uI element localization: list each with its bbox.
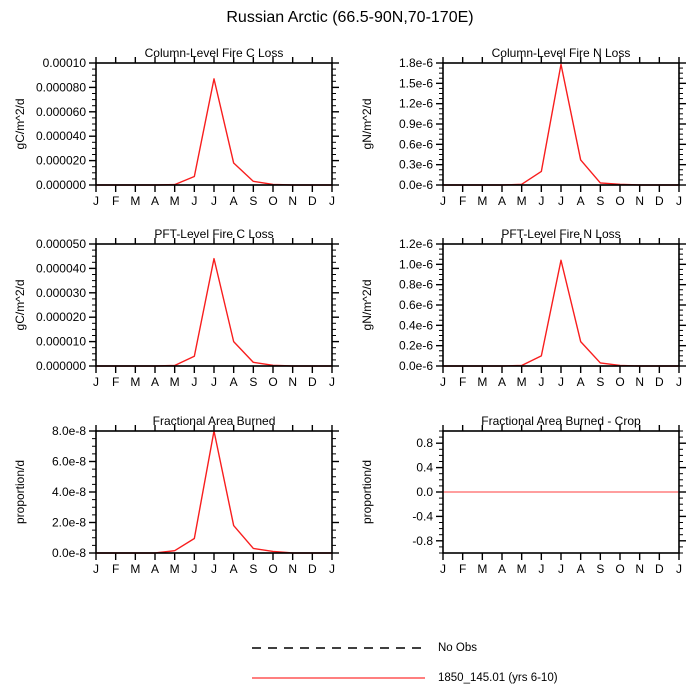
svg-text:Fractional Area Burned - Crop: Fractional Area Burned - Crop bbox=[481, 414, 641, 428]
svg-text:M: M bbox=[130, 194, 141, 208]
svg-text:J: J bbox=[191, 562, 198, 576]
svg-text:gC/m^2/d: gC/m^2/d bbox=[13, 279, 27, 331]
svg-text:4.0e-8: 4.0e-8 bbox=[51, 485, 86, 499]
svg-text:N: N bbox=[288, 194, 298, 208]
svg-text:J: J bbox=[440, 375, 446, 389]
svg-text:-0.8: -0.8 bbox=[412, 533, 433, 548]
svg-text:J: J bbox=[329, 375, 335, 389]
svg-text:J: J bbox=[329, 562, 335, 576]
svg-text:M: M bbox=[130, 562, 141, 576]
svg-text:A: A bbox=[497, 562, 507, 576]
svg-text:S: S bbox=[249, 194, 258, 208]
svg-text:D: D bbox=[654, 375, 664, 389]
svg-text:J: J bbox=[676, 375, 682, 389]
svg-text:0.000060: 0.000060 bbox=[35, 104, 86, 119]
svg-text:1.2e-6: 1.2e-6 bbox=[398, 237, 433, 251]
svg-text:M: M bbox=[477, 562, 488, 576]
svg-text:J: J bbox=[329, 194, 335, 208]
svg-text:PFT-Level Fire C Loss: PFT-Level Fire C Loss bbox=[154, 227, 274, 241]
svg-text:gN/m^2/d: gN/m^2/d bbox=[360, 279, 374, 331]
svg-text:S: S bbox=[249, 375, 258, 389]
svg-text:J: J bbox=[93, 375, 99, 389]
chart-fractional-area-burned bbox=[10, 401, 352, 577]
svg-text:PFT-Level Fire N Loss: PFT-Level Fire N Loss bbox=[501, 227, 621, 241]
svg-text:S: S bbox=[596, 375, 605, 389]
svg-text:0.3e-6: 0.3e-6 bbox=[398, 157, 433, 172]
svg-text:0.000040: 0.000040 bbox=[35, 129, 86, 144]
svg-text:D: D bbox=[654, 562, 664, 576]
svg-text:D: D bbox=[307, 562, 317, 576]
legend-item-series bbox=[252, 671, 558, 685]
chart-column-level-fire-c-loss bbox=[10, 33, 352, 209]
svg-text:A: A bbox=[576, 562, 585, 576]
svg-text:O: O bbox=[268, 194, 278, 208]
svg-text:0.000020: 0.000020 bbox=[35, 310, 86, 325]
svg-text:Fractional Area Burned: Fractional Area Burned bbox=[152, 414, 276, 428]
svg-text:1.0e-6: 1.0e-6 bbox=[398, 257, 433, 272]
svg-text:J: J bbox=[211, 375, 217, 389]
svg-text:0.6e-6: 0.6e-6 bbox=[398, 137, 433, 152]
svg-text:O: O bbox=[615, 194, 625, 208]
svg-text:N: N bbox=[288, 375, 298, 389]
svg-text:gN/m^2/d: gN/m^2/d bbox=[360, 98, 374, 150]
svg-text:0.000020: 0.000020 bbox=[35, 153, 86, 168]
svg-text:M: M bbox=[477, 194, 488, 208]
svg-text:N: N bbox=[288, 562, 298, 576]
svg-text:J: J bbox=[191, 194, 198, 208]
svg-text:M: M bbox=[477, 375, 488, 389]
svg-text:A: A bbox=[150, 194, 160, 208]
svg-text:A: A bbox=[229, 375, 238, 389]
svg-text:O: O bbox=[268, 562, 278, 576]
svg-text:M: M bbox=[516, 562, 527, 576]
svg-text:A: A bbox=[229, 194, 238, 208]
svg-text:0.000010: 0.000010 bbox=[35, 334, 86, 349]
svg-text:O: O bbox=[268, 375, 278, 389]
svg-text:0.0e-8: 0.0e-8 bbox=[51, 546, 86, 560]
svg-text:J: J bbox=[558, 194, 564, 208]
svg-text:0.9e-6: 0.9e-6 bbox=[398, 117, 433, 131]
svg-text:N: N bbox=[635, 562, 645, 576]
svg-text:J: J bbox=[93, 194, 99, 208]
svg-text:0.0e-6: 0.0e-6 bbox=[398, 359, 433, 373]
svg-text:proportion/d: proportion/d bbox=[360, 459, 374, 525]
svg-text:0.0e-6: 0.0e-6 bbox=[398, 178, 433, 192]
svg-text:proportion/d: proportion/d bbox=[13, 459, 27, 525]
svg-text:1.8e-6: 1.8e-6 bbox=[398, 56, 433, 70]
svg-text:N: N bbox=[635, 194, 645, 208]
svg-text:0.000000: 0.000000 bbox=[35, 359, 86, 373]
svg-text:A: A bbox=[150, 562, 160, 576]
svg-text:F: F bbox=[111, 194, 120, 208]
svg-text:0.000000: 0.000000 bbox=[35, 178, 86, 192]
chart-pft-level-fire-c-loss bbox=[10, 214, 352, 390]
svg-text:J: J bbox=[676, 562, 682, 576]
svg-text:0.0: 0.0 bbox=[416, 485, 433, 499]
svg-text:J: J bbox=[440, 194, 446, 208]
svg-text:J: J bbox=[538, 194, 545, 208]
svg-text:Column-Level Fire N Loss: Column-Level Fire N Loss bbox=[491, 46, 631, 60]
legend-label-no-obs: No Obs bbox=[438, 642, 477, 654]
chart-fractional-area-burned-crop bbox=[357, 401, 699, 577]
svg-text:F: F bbox=[458, 375, 467, 389]
svg-text:M: M bbox=[169, 194, 180, 208]
svg-text:0.00010: 0.00010 bbox=[42, 56, 86, 70]
svg-text:F: F bbox=[458, 562, 467, 576]
svg-text:F: F bbox=[111, 375, 120, 389]
svg-text:J: J bbox=[538, 375, 545, 389]
solid-line-sample bbox=[252, 677, 425, 679]
svg-text:0.2e-6: 0.2e-6 bbox=[398, 338, 433, 353]
svg-text:J: J bbox=[211, 194, 217, 208]
svg-text:A: A bbox=[497, 375, 507, 389]
svg-text:1.2e-6: 1.2e-6 bbox=[398, 96, 433, 111]
svg-text:M: M bbox=[516, 194, 527, 208]
svg-text:D: D bbox=[307, 375, 317, 389]
dashed-line-sample bbox=[252, 647, 425, 649]
page-title: Russian Arctic (66.5-90N,70-170E) bbox=[226, 9, 474, 26]
svg-text:M: M bbox=[130, 375, 141, 389]
svg-text:M: M bbox=[169, 562, 180, 576]
svg-text:F: F bbox=[111, 562, 120, 576]
svg-text:N: N bbox=[635, 375, 645, 389]
legend-item-no-obs bbox=[252, 641, 477, 655]
svg-text:O: O bbox=[615, 562, 625, 576]
svg-text:M: M bbox=[516, 375, 527, 389]
chart-column-level-fire-n-loss bbox=[357, 33, 699, 209]
svg-text:A: A bbox=[497, 194, 507, 208]
svg-text:0.4: 0.4 bbox=[416, 460, 433, 475]
svg-text:J: J bbox=[211, 562, 217, 576]
svg-text:J: J bbox=[558, 562, 564, 576]
svg-text:M: M bbox=[169, 375, 180, 389]
svg-text:J: J bbox=[538, 562, 545, 576]
svg-text:0.000080: 0.000080 bbox=[35, 80, 86, 95]
svg-text:J: J bbox=[93, 562, 99, 576]
svg-text:0.000050: 0.000050 bbox=[35, 237, 86, 251]
svg-text:0.4e-6: 0.4e-6 bbox=[398, 318, 433, 333]
svg-text:0.000030: 0.000030 bbox=[35, 285, 86, 300]
svg-text:0.6e-6: 0.6e-6 bbox=[398, 298, 433, 312]
svg-text:S: S bbox=[596, 562, 605, 576]
svg-text:8.0e-8: 8.0e-8 bbox=[51, 424, 86, 438]
svg-text:-0.4: -0.4 bbox=[412, 509, 433, 524]
svg-text:F: F bbox=[458, 194, 467, 208]
svg-text:J: J bbox=[676, 194, 682, 208]
svg-text:A: A bbox=[150, 375, 160, 389]
svg-text:gC/m^2/d: gC/m^2/d bbox=[13, 98, 27, 150]
svg-text:0.8: 0.8 bbox=[416, 436, 433, 451]
svg-text:A: A bbox=[229, 562, 238, 576]
svg-text:A: A bbox=[576, 194, 585, 208]
svg-text:A: A bbox=[576, 375, 585, 389]
svg-text:1.5e-6: 1.5e-6 bbox=[398, 76, 433, 91]
svg-text:S: S bbox=[249, 562, 258, 576]
svg-text:D: D bbox=[654, 194, 664, 208]
svg-text:J: J bbox=[191, 375, 198, 389]
svg-text:S: S bbox=[596, 194, 605, 208]
svg-text:D: D bbox=[307, 194, 317, 208]
svg-text:0.8e-6: 0.8e-6 bbox=[398, 277, 433, 292]
svg-text:6.0e-8: 6.0e-8 bbox=[51, 454, 86, 469]
svg-text:0.000040: 0.000040 bbox=[35, 261, 86, 276]
svg-text:J: J bbox=[440, 562, 446, 576]
svg-text:2.0e-8: 2.0e-8 bbox=[51, 515, 86, 530]
legend-label-series: 1850_145.01 (yrs 6-10) bbox=[438, 672, 558, 684]
chart-pft-level-fire-n-loss bbox=[357, 214, 699, 390]
svg-text:O: O bbox=[615, 375, 625, 389]
svg-text:J: J bbox=[558, 375, 564, 389]
svg-text:Column-Level Fire C Loss: Column-Level Fire C Loss bbox=[144, 46, 284, 60]
